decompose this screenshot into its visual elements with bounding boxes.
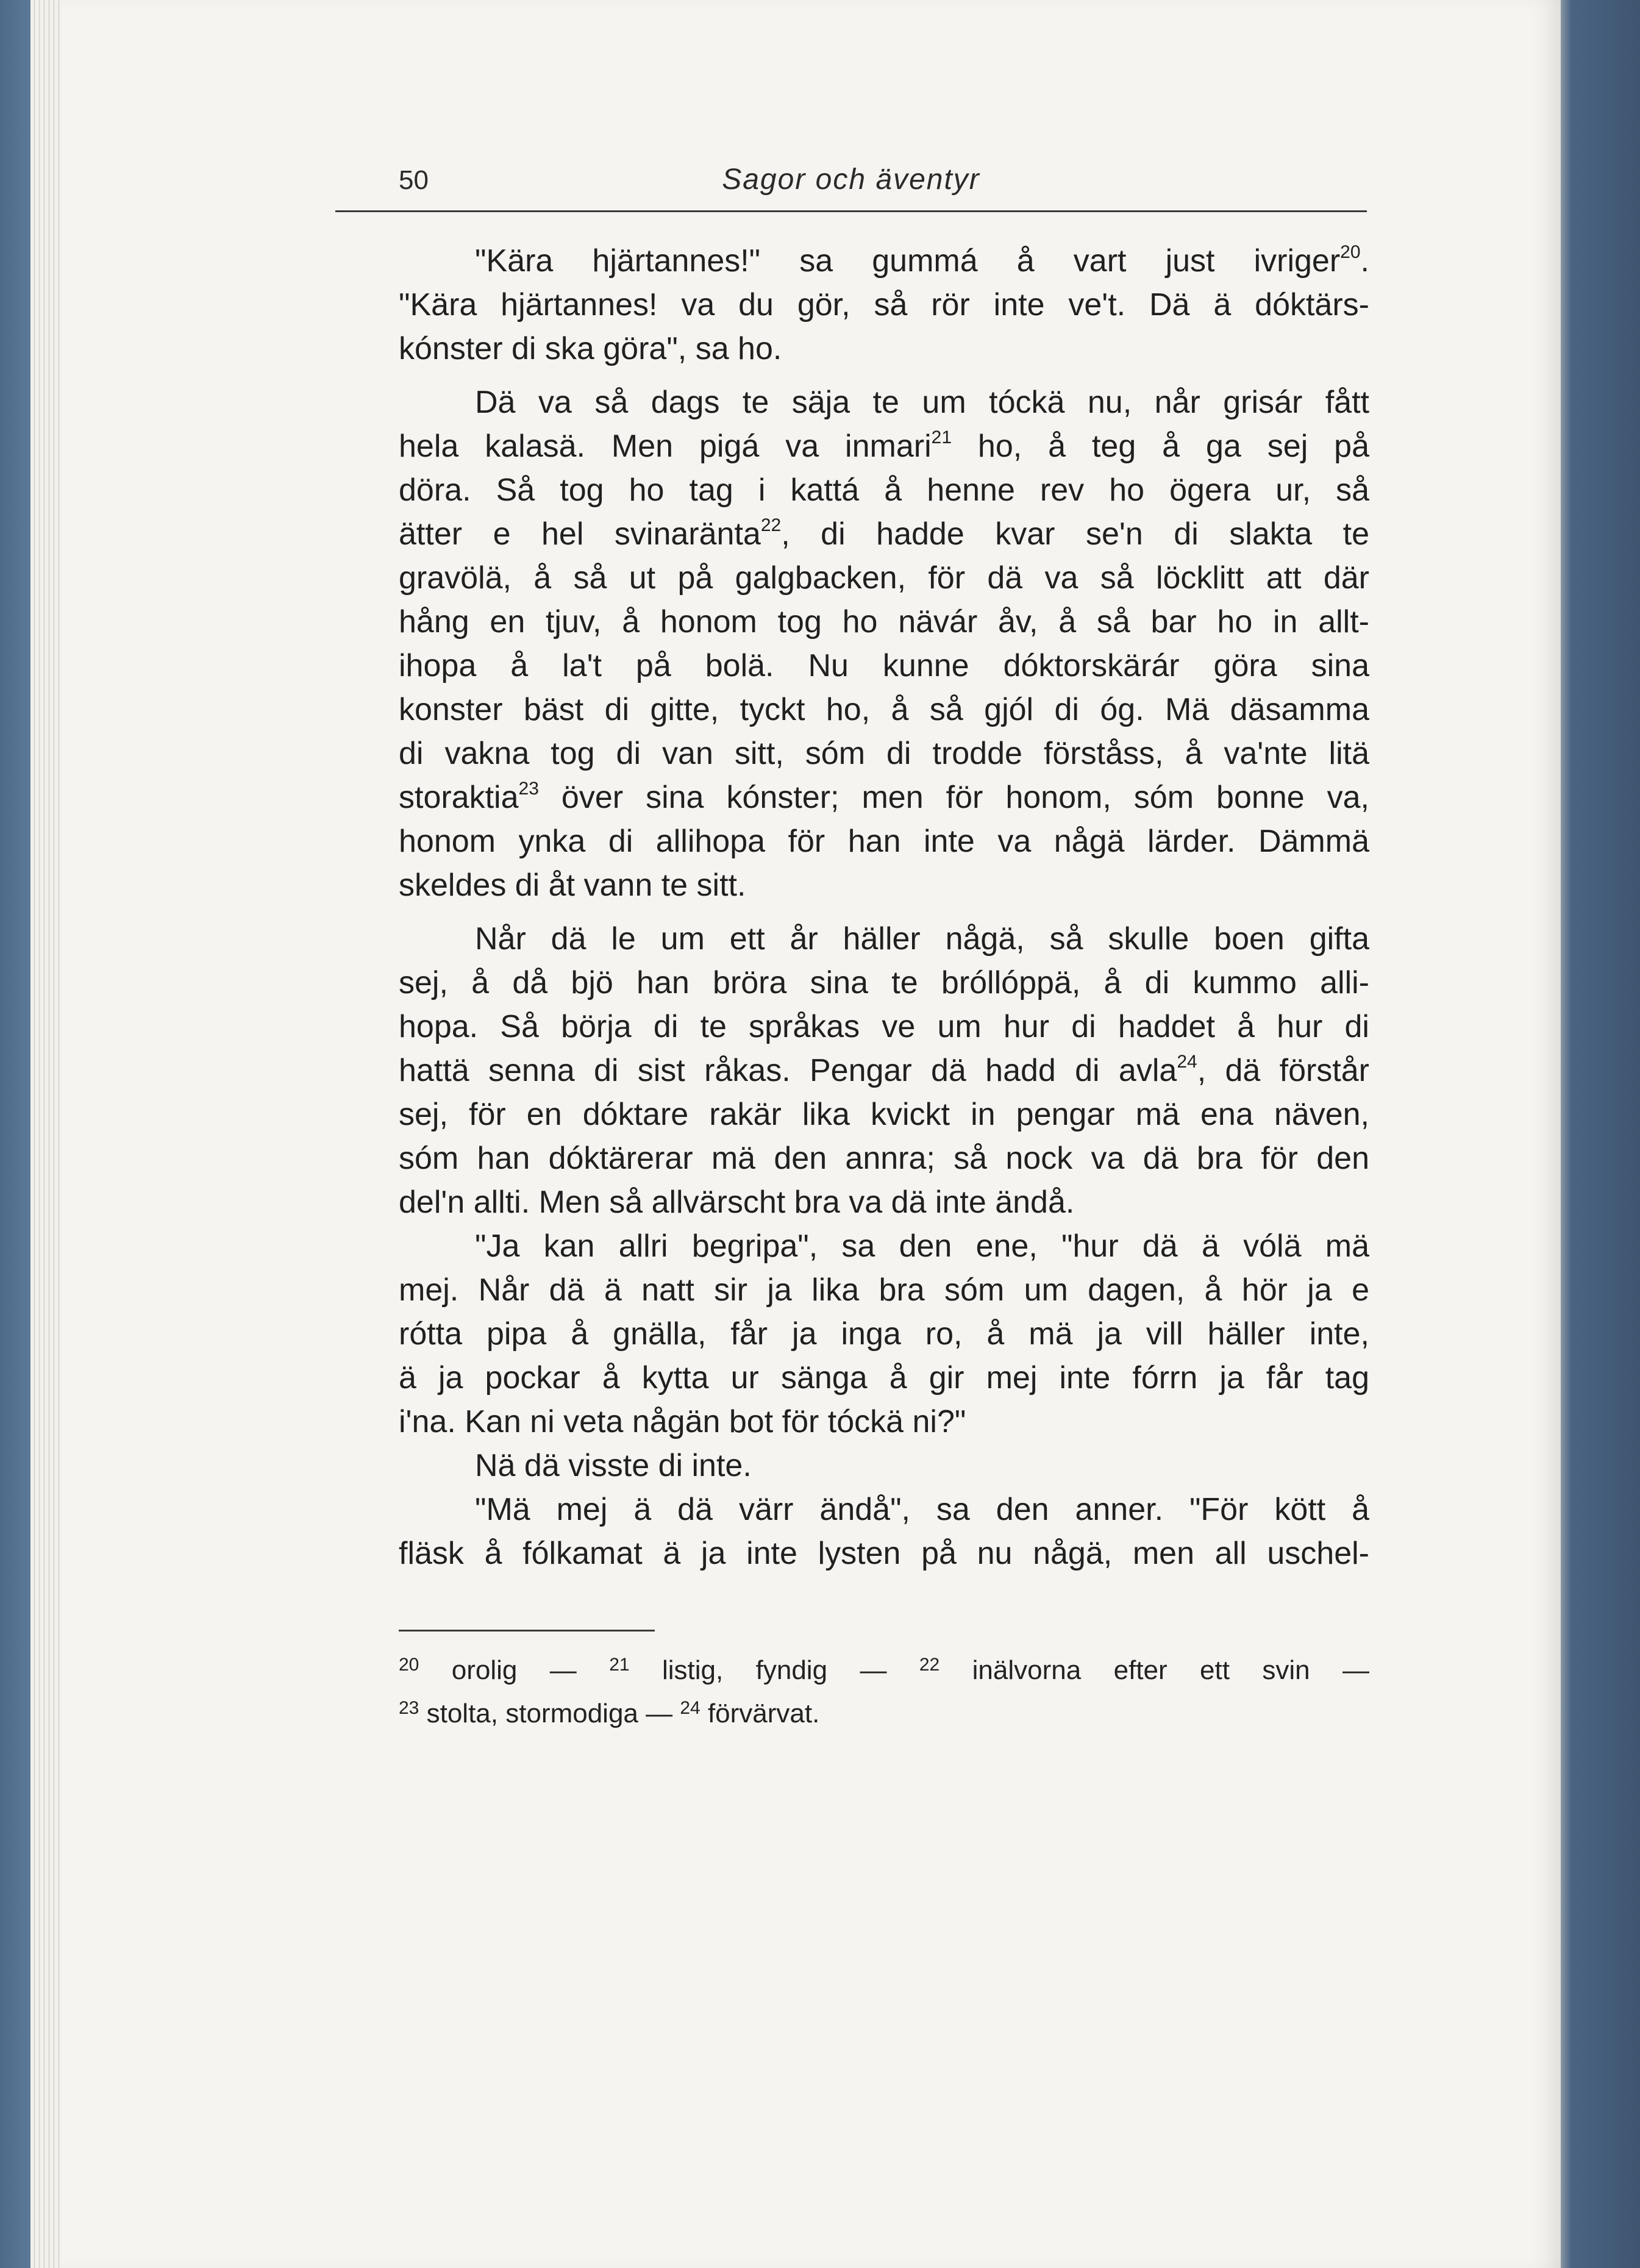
text-line: "Kära hjärtannes!" sa gummá å vart just ivriger$^{20}$. bbox=[475, 242, 1369, 279]
text-line: "Mä mej ä dä värr ändå", sa den anner. "För kött å bbox=[475, 1492, 1369, 1527]
paragraph bbox=[399, 380, 1369, 907]
footnote-text: stolta, stormodiga — bbox=[426, 1699, 673, 1728]
footnotes bbox=[399, 1646, 1369, 1733]
text-line: hattä senna di sist råkas. Pengar dä hadd di avla$^{24}$, dä förstår bbox=[399, 1052, 1369, 1088]
text-line: Nä dä visste di inte. bbox=[475, 1448, 752, 1483]
paragraph bbox=[399, 239, 1369, 371]
text-line: sej, för en dóktare rakär lika kvickt in pengar mä ena näven, bbox=[399, 1097, 1369, 1132]
footnote-ref: 23 bbox=[518, 779, 539, 799]
text-line: gravölä, å så ut på galgbacken, för dä va så löcklitt att där bbox=[399, 560, 1369, 596]
text-line: sóm han dóktärerar mä den annra; så nock va dä bra för den bbox=[399, 1141, 1369, 1176]
text-line: ätter e hel svinaränta$^{22}$, di hadde kvar se'n di slakta te bbox=[399, 515, 1369, 552]
text-line: kónster di ska göra", sa ho. bbox=[399, 331, 782, 366]
page-header bbox=[335, 155, 1367, 212]
text-line: skeldes di åt vann te sitt. bbox=[399, 868, 746, 903]
footnote-ref: 22 bbox=[760, 515, 782, 535]
footnote-number: 22 bbox=[919, 1655, 940, 1675]
footnote-ref: 20 bbox=[1340, 242, 1361, 262]
text-line: ä ja pockar å kytta ur sänga å gir mej inte fórrn ja får tag bbox=[399, 1360, 1369, 1396]
text-line: ihopa å la't på bolä. Nu kunne dóktorskärár göra sina bbox=[399, 648, 1369, 683]
text-line: di vakna tog di van sitt, sóm di trodde förståss, å va'nte litä bbox=[399, 736, 1369, 771]
footnote-text: orolig — bbox=[451, 1655, 577, 1685]
text-line: storaktia$^{23}$ över sina kónster; men för honom, sóm bonne va, bbox=[399, 779, 1369, 815]
footnote-divider bbox=[399, 1630, 655, 1631]
footnote-line bbox=[399, 1689, 1369, 1733]
body-text bbox=[399, 239, 1369, 1575]
footnote-text: listig, fyndig — bbox=[661, 1655, 887, 1685]
text-line: fläsk å fólkamat ä ja inte lysten på nu någä, men all uschel- bbox=[399, 1536, 1369, 1571]
footnote-ref: 24 bbox=[1177, 1052, 1197, 1072]
footnote-number: 23 bbox=[399, 1698, 419, 1718]
text-line: hopa. Så börja di te språkas ve um hur di haddet å hur di bbox=[399, 1009, 1369, 1044]
text-line: "Kära hjärtannes! va du gör, så rör inte ve't. Dä ä dóktärs- bbox=[399, 287, 1369, 323]
running-title: Sagor och äventyr bbox=[722, 163, 980, 196]
footnote-ref: 21 bbox=[931, 427, 952, 448]
text-line: sej, å då bjö han bröra sina te bróllóppä, å di kummo alli- bbox=[399, 965, 1369, 1000]
book-cover-right bbox=[1549, 0, 1640, 2268]
text-line: mej. Når dä ä natt sir ja lika bra sóm um dagen, å hör ja e bbox=[399, 1272, 1369, 1308]
text-line: hång en tjuv, å honom tog ho nävár åv, å så bar ho in allt- bbox=[399, 604, 1369, 640]
text-line: i'na. Kan ni veta någän bot för tóckä ni?" bbox=[399, 1404, 966, 1439]
text-line: döra. Så tog ho tag i kattá å henne rev ho ögera ur, så bbox=[399, 472, 1369, 508]
footnote-number: 20 bbox=[399, 1655, 419, 1675]
text-line: rótta pipa å gnälla, får ja inga ro, å mä ja vill häller inte, bbox=[399, 1316, 1369, 1352]
paragraph bbox=[399, 1224, 1369, 1444]
text-line: hela kalasä. Men pigá va inmari$^{21}$ ho, å teg å ga sej på bbox=[399, 427, 1370, 464]
paragraph bbox=[399, 917, 1369, 1224]
text-line: konster bäst di gitte, tyckt ho, å så gjól di óg. Mä däsamma bbox=[399, 692, 1369, 727]
footnote-number: 21 bbox=[609, 1655, 630, 1675]
footnote-text: förvärvat. bbox=[707, 1699, 820, 1728]
paragraph bbox=[399, 1488, 1369, 1575]
footnote-number: 24 bbox=[680, 1698, 701, 1718]
text-line: Dä va så dags te säja te um tóckä nu, når grisár fått bbox=[475, 385, 1369, 420]
paragraph bbox=[399, 1444, 1369, 1488]
footnote-text: inälvorna efter ett svin — bbox=[972, 1655, 1369, 1685]
footnote-line bbox=[399, 1646, 1369, 1689]
page-number: 50 bbox=[399, 165, 429, 195]
text-line: "Ja kan allri begripa", sa den ene, "hur dä ä vólä mä bbox=[475, 1228, 1369, 1264]
text-line: Når dä le um ett år häller någä, så skulle boen gifta bbox=[475, 921, 1369, 957]
text-line: honom ynka di allihopa för han inte va någä lärder. Dämmä bbox=[399, 824, 1369, 859]
text-line: del'n allti. Men så allvärscht bra va dä inte ändå. bbox=[399, 1185, 1075, 1220]
